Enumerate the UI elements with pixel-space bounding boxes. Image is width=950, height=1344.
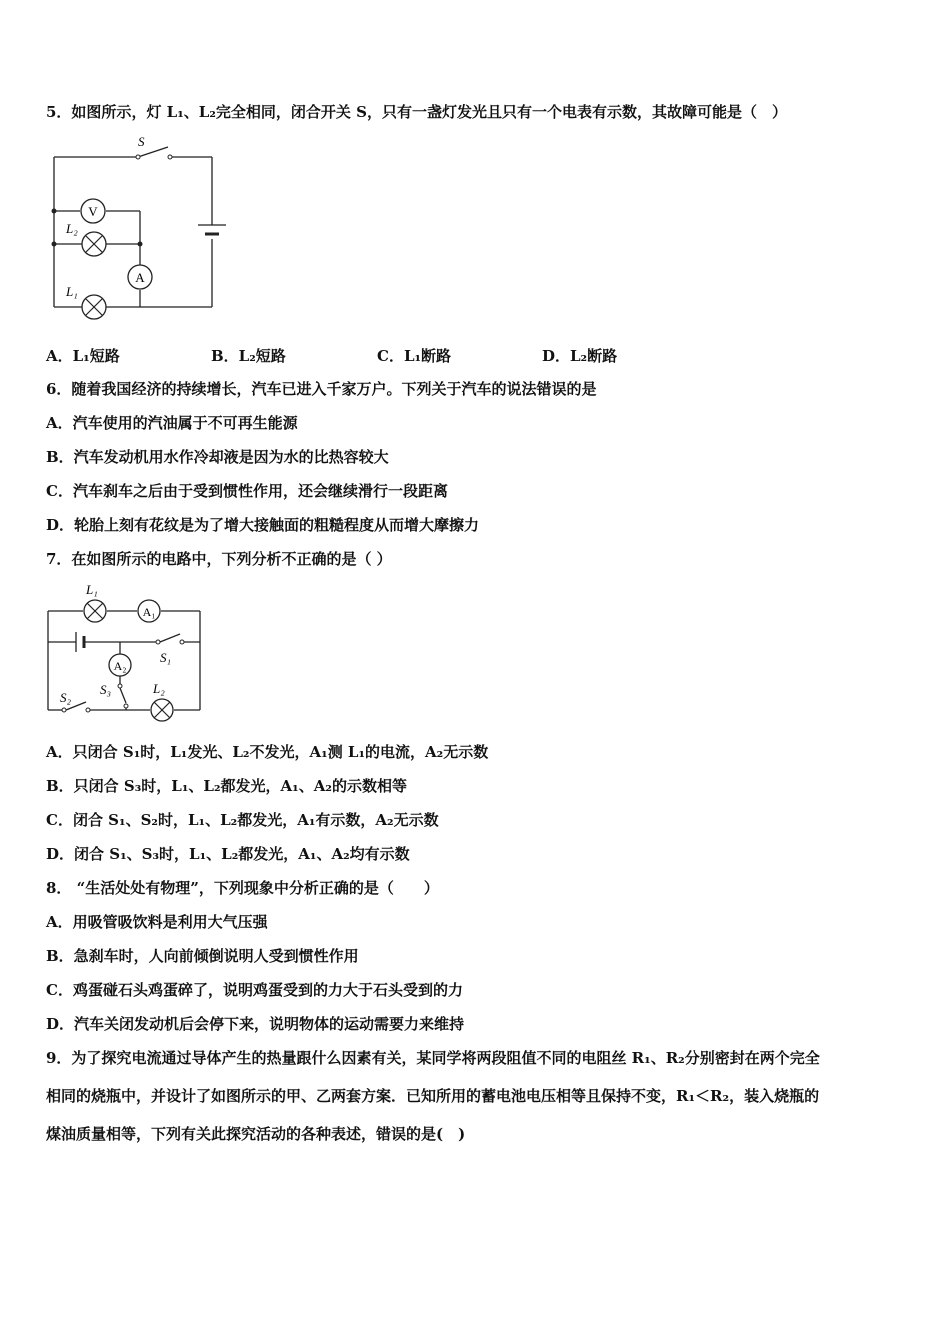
q6-option-b: B．汽车发动机用水作冷却液是因为水的比热容较大 [46, 448, 389, 466]
q5-circuit-diagram [46, 130, 236, 325]
lamp-l2-label: L₂ [66, 221, 78, 236]
q7-stem: 7．在如图所示的电路中，下列分析不正确的是（ ） [46, 550, 392, 568]
q7-ammeter-a2-label: A₂ [113, 659, 127, 673]
q6-option-d: D．轮胎上刻有花纹是为了增大接触面的粗糙程度从而增大摩擦力 [46, 516, 480, 534]
q9-line-2: 相同的烧瓶中，并设计了如图所示的甲、乙两套方案．已知所用的蓄电池电压相等且保持不变，R₁＜R₂，装入烧瓶的 [46, 1087, 820, 1105]
q8-option-d: D．汽车关闭发动机后会停下来，说明物体的运动需要力来维持 [46, 1015, 465, 1033]
q7-lamp-l2-symbol [151, 699, 173, 721]
q5-option-d: D．L₂断路 [542, 347, 618, 365]
q7-ammeter-a1-label: A₁ [142, 605, 156, 619]
q8-option-a: A．用吸管吸饮料是利用大气压强 [46, 913, 268, 931]
q7-switch-s1-label: S₁ [160, 650, 172, 665]
q8-stem: 8． “生活处处有物理”，下列现象中分析正确的是（ ） [46, 879, 439, 897]
switch-s-label: S [138, 134, 145, 149]
q5-options [46, 345, 746, 365]
q5-option-a: A．L₁短路 [46, 347, 120, 365]
q9-line-1: 9．为了探究电流通过导体产生的热量跟什么因素有关，某同学将两段阻值不同的电阻丝 R₁、R₂分别密封在两个完全 [46, 1049, 820, 1067]
q7-switch-s3-label: S₃ [100, 682, 112, 697]
q8-option-c: C．鸡蛋碰石头鸡蛋碎了，说明鸡蛋受到的力大于石头受到的力 [46, 981, 463, 999]
q8-option-b: B．急刹车时，人向前倾倒说明人受到惯性作用 [46, 947, 359, 965]
q5-stem: 5．如图所示，灯 L₁、L₂完全相同，闭合开关 S，只有一盏灯发光且只有一个电表有示数，其故障可能是（ ） [46, 103, 787, 121]
q7-ammeter-a2-symbol [109, 654, 131, 676]
ammeter-symbol [128, 265, 152, 289]
ammeter-label: A [135, 270, 145, 285]
q7-option-a: A．只闭合 S₁时，L₁发光、L₂不发光，A₁测 L₁的电流，A₂无示数 [46, 743, 489, 761]
q6-option-c: C．汽车刹车之后由于受到惯性作用，还会继续滑行一段距离 [46, 482, 448, 500]
lamp-l1-symbol [82, 295, 106, 319]
q7-option-b: B．只闭合 S₃时，L₁、L₂都发光，A₁、A₂的示数相等 [46, 777, 407, 795]
q7-lamp-l1-label: L₁ [86, 582, 98, 597]
q7-option-d: D．闭合 S₁、S₃时，L₁、L₂都发光，A₁、A₂均有示数 [46, 845, 410, 863]
q7-lamp-l2-label: L₂ [153, 681, 165, 696]
q6-stem: 6．随着我国经济的持续增长，汽车已进入千家万户。下列关于汽车的说法错误的是 [46, 380, 597, 398]
q7-switch-s2-label: S₂ [60, 690, 72, 705]
q5-option-b: B．L₂短路 [211, 347, 286, 365]
q6-option-a: A．汽车使用的汽油属于不可再生能源 [46, 414, 298, 432]
q7-lamp-l1-symbol [84, 600, 106, 622]
lamp-l2-symbol [82, 232, 106, 256]
q5-option-c: C．L₁断路 [377, 347, 452, 365]
q7-circuit-diagram [40, 578, 210, 726]
voltmeter-symbol [81, 199, 105, 223]
lamp-l1-label: L₁ [66, 284, 78, 299]
q7-option-c: C．闭合 S₁、S₂时，L₁、L₂都发光，A₁有示数，A₂无示数 [46, 811, 439, 829]
q9-line-3: 煤油质量相等，下列有关此探究活动的各种表述，错误的是( ) [46, 1125, 466, 1143]
q7-ammeter-a1-symbol [138, 600, 160, 622]
voltmeter-label: V [88, 204, 98, 219]
